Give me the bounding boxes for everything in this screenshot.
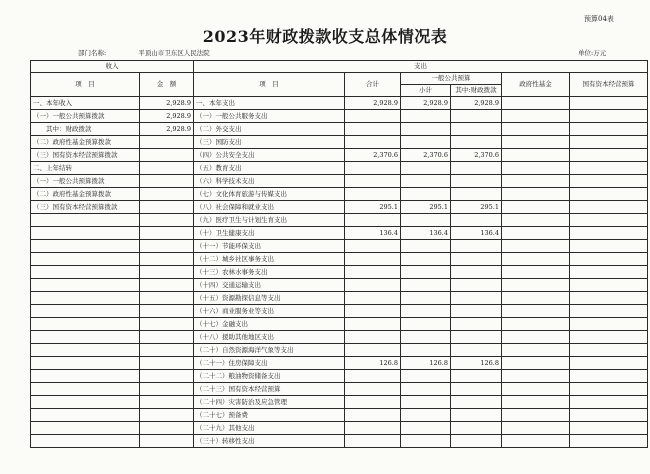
fiscal-appropriation-cell — [451, 331, 502, 344]
income-item-cell — [31, 396, 140, 409]
income-amount-cell — [140, 344, 194, 357]
income-amount-cell — [140, 357, 194, 370]
fiscal-appropriation-cell — [451, 409, 502, 422]
expense-total-cell — [345, 435, 401, 448]
income-item-cell — [31, 422, 140, 435]
table-row — [31, 214, 648, 227]
expense-total-cell — [345, 422, 401, 435]
expense-item-cell: 一、本年支出 — [194, 97, 345, 110]
gov-fund-amount-cell — [502, 110, 570, 123]
state-capital-amount-cell — [570, 97, 648, 110]
fiscal-appropriation-cell — [451, 214, 502, 227]
gov-fund-amount-cell — [502, 188, 570, 201]
income-item-cell: 一、本年收入 — [31, 97, 140, 110]
state-capital-amount-cell — [570, 175, 648, 188]
general-subtotal-cell — [401, 266, 451, 279]
table-row — [31, 266, 648, 279]
table-row — [31, 136, 648, 149]
expense-total-cell: 2,370.6 — [345, 149, 401, 162]
state-capital-amount-cell — [570, 383, 648, 396]
expense-total-cell — [345, 409, 401, 422]
expense-item-cell: （二十三）国有资本经营预算 — [194, 383, 345, 396]
state-capital-amount-cell — [570, 149, 648, 162]
expense-item-cell: （三十）转移性支出 — [194, 435, 345, 448]
gov-fund-amount-cell — [502, 214, 570, 227]
table-row — [31, 253, 648, 266]
income-item-cell: （一）一般公共预算拨款 — [31, 175, 140, 188]
general-subtotal-cell — [401, 344, 451, 357]
income-item-cell — [31, 305, 140, 318]
gov-fund-amount-cell — [502, 435, 570, 448]
income-item-cell — [31, 331, 140, 344]
expense-item-cell: （十一）节能环保支出 — [194, 240, 345, 253]
fiscal-appropriation-cell — [451, 383, 502, 396]
fiscal-appropriation-cell — [451, 422, 502, 435]
income-amount-cell — [140, 305, 194, 318]
expense-total-cell — [345, 331, 401, 344]
state-capital-amount-cell — [570, 123, 648, 136]
table-row — [31, 97, 648, 110]
gov-fund-header: 政府性基金 — [502, 73, 570, 97]
expense-item-cell: （十三）农林水事务支出 — [194, 266, 345, 279]
gov-fund-amount-cell — [502, 279, 570, 292]
general-subtotal-cell — [401, 110, 451, 123]
fiscal-appropriation-cell — [451, 279, 502, 292]
expense-item-cell: （三）国防支出 — [194, 136, 345, 149]
page-title: 2023年财政拨款收支总体情况表 — [202, 27, 448, 46]
expense-item-cell: （二十四）灾害防治及应急管理 — [194, 396, 345, 409]
fiscal-appropriation-cell — [451, 136, 502, 149]
income-item-cell: （三）国有资本经营预算拨款 — [31, 149, 140, 162]
fiscal-appropriation-cell — [451, 253, 502, 266]
fiscal-appropriation-cell — [451, 396, 502, 409]
income-amount-cell — [140, 240, 194, 253]
state-capital-header: 国有资本经营预算 — [570, 73, 648, 97]
table-row — [31, 344, 648, 357]
table-row — [31, 201, 648, 214]
gov-fund-amount-cell — [502, 305, 570, 318]
income-amount-cell — [140, 331, 194, 344]
gov-fund-amount-cell — [502, 357, 570, 370]
table-row — [31, 240, 648, 253]
general-subtotal-cell — [401, 370, 451, 383]
income-amount-cell — [140, 253, 194, 266]
general-subtotal-cell — [401, 240, 451, 253]
fiscal-appropriation-cell — [451, 305, 502, 318]
expense-item-cell: （二十九）其他支出 — [194, 422, 345, 435]
table-row — [31, 175, 648, 188]
department — [78, 48, 210, 57]
expense-total-cell — [345, 214, 401, 227]
state-capital-amount-cell — [570, 396, 648, 409]
state-capital-amount-cell — [570, 435, 648, 448]
gov-fund-amount-cell — [502, 409, 570, 422]
gov-fund-amount-cell — [502, 344, 570, 357]
income-amount-cell — [140, 422, 194, 435]
expense-item-cell: （二十）自然资源海洋气象等支出 — [194, 344, 345, 357]
income-item-cell — [31, 383, 140, 396]
table-row — [31, 149, 648, 162]
income-amount-cell: 2,928.9 — [140, 97, 194, 110]
income-item-header: 项 目 — [31, 73, 140, 97]
fiscal-appropriation-cell: 2,370.6 — [451, 149, 502, 162]
gov-fund-amount-cell — [502, 253, 570, 266]
expense-item-cell: （十）卫生健康支出 — [194, 227, 345, 240]
general-subtotal-cell — [401, 305, 451, 318]
gov-fund-amount-cell — [502, 370, 570, 383]
income-item-cell — [31, 253, 140, 266]
income-amount-cell: 2,928.9 — [140, 110, 194, 123]
table-row — [31, 227, 648, 240]
general-subtotal-cell — [401, 188, 451, 201]
gov-fund-amount-cell — [502, 162, 570, 175]
general-subtotal-cell — [401, 253, 451, 266]
table-body — [31, 97, 648, 448]
income-item-cell — [31, 370, 140, 383]
income-amount-cell — [140, 435, 194, 448]
table-row — [31, 162, 648, 175]
unit-label: 单位:万元 — [578, 49, 607, 57]
department-label: 部门名称: — [78, 49, 107, 57]
expense-item-cell: （十七）金融支出 — [194, 318, 345, 331]
expense-item-cell: （一）一般公共服务支出 — [194, 110, 345, 123]
expense-total-cell: 2,928.9 — [345, 97, 401, 110]
total-header: 合计 — [345, 73, 401, 97]
gov-fund-amount-cell — [502, 149, 570, 162]
general-subtotal-cell: 126.8 — [401, 357, 451, 370]
expense-total-cell — [345, 253, 401, 266]
fiscal-header: 其中:财政拨款 — [451, 85, 502, 97]
fiscal-appropriation-cell — [451, 110, 502, 123]
expense-total-cell — [345, 240, 401, 253]
general-subtotal-cell — [401, 292, 451, 305]
income-item-cell: 其中：财政拨款 — [31, 123, 140, 136]
expense-item-cell: （二十一）住房保障支出 — [194, 357, 345, 370]
table-row — [31, 409, 648, 422]
expense-total-cell — [345, 292, 401, 305]
income-amount-cell — [140, 370, 194, 383]
table-row — [31, 331, 648, 344]
state-capital-amount-cell — [570, 409, 648, 422]
income-amount-cell: 2,928.9 — [140, 123, 194, 136]
state-capital-amount-cell — [570, 279, 648, 292]
income-amount-cell — [140, 214, 194, 227]
expense-item-cell: （十六）商业服务业等支出 — [194, 305, 345, 318]
fiscal-appropriation-cell — [451, 266, 502, 279]
income-amount-cell — [140, 409, 194, 422]
state-capital-amount-cell — [570, 422, 648, 435]
table-row — [31, 110, 648, 123]
expense-total-cell — [345, 318, 401, 331]
expense-item-cell: （四）公共安全支出 — [194, 149, 345, 162]
fiscal-appropriation-cell — [451, 162, 502, 175]
expense-total-cell — [345, 305, 401, 318]
income-item-cell — [31, 435, 140, 448]
expense-total-cell: 136.4 — [345, 227, 401, 240]
state-capital-amount-cell — [570, 162, 648, 175]
expense-total-cell — [345, 266, 401, 279]
income-item-cell — [31, 409, 140, 422]
expense-total-cell — [345, 175, 401, 188]
income-amount-cell — [140, 396, 194, 409]
general-subtotal-cell — [401, 435, 451, 448]
fiscal-appropriation-cell — [451, 292, 502, 305]
fiscal-appropriation-cell — [451, 188, 502, 201]
general-subtotal-cell: 2,928.9 — [401, 97, 451, 110]
general-subtotal-cell: 136.4 — [401, 227, 451, 240]
state-capital-amount-cell — [570, 331, 648, 344]
expense-total-cell — [345, 279, 401, 292]
state-capital-amount-cell — [570, 136, 648, 149]
income-item-cell: （二）政府性基金预算拨款 — [31, 188, 140, 201]
income-item-cell: （三）国有资本经营预算拨款 — [31, 201, 140, 214]
income-amount-cell — [140, 188, 194, 201]
expense-item-cell: （十四）交通运输支出 — [194, 279, 345, 292]
expense-item-cell: （十五）资源勘探信息等支出 — [194, 292, 345, 305]
general-subtotal-cell — [401, 383, 451, 396]
expense-item-cell: （二）外交支出 — [194, 123, 345, 136]
fiscal-appropriation-cell: 136.4 — [451, 227, 502, 240]
gov-fund-amount-cell — [502, 227, 570, 240]
state-capital-amount-cell — [570, 253, 648, 266]
state-capital-amount-cell — [570, 240, 648, 253]
fiscal-appropriation-cell: 126.8 — [451, 357, 502, 370]
state-capital-amount-cell — [570, 370, 648, 383]
income-item-cell: 二、上年结转 — [31, 162, 140, 175]
income-item-cell — [31, 318, 140, 331]
general-subtotal-cell: 295.1 — [401, 201, 451, 214]
expense-item-cell: （十二）城乡社区事务支出 — [194, 253, 345, 266]
state-capital-amount-cell — [570, 357, 648, 370]
table-row — [31, 383, 648, 396]
department-value: 平顶山市卫东区人民法院 — [138, 49, 210, 57]
state-capital-amount-cell — [570, 344, 648, 357]
gov-fund-amount-cell — [502, 292, 570, 305]
general-subtotal-cell — [401, 136, 451, 149]
fiscal-appropriation-cell: 295.1 — [451, 201, 502, 214]
table-row — [31, 279, 648, 292]
state-capital-amount-cell — [570, 305, 648, 318]
general-subtotal-cell — [401, 409, 451, 422]
income-item-cell — [31, 279, 140, 292]
gov-fund-amount-cell — [502, 318, 570, 331]
income-item-cell — [31, 292, 140, 305]
income-item-cell — [31, 214, 140, 227]
expense-total-cell — [345, 162, 401, 175]
expense-total-cell — [345, 344, 401, 357]
income-amount-cell — [140, 175, 194, 188]
fiscal-appropriation-cell — [451, 344, 502, 357]
expense-total-cell — [345, 396, 401, 409]
income-amount-cell — [140, 292, 194, 305]
state-capital-amount-cell — [570, 227, 648, 240]
gov-fund-amount-cell — [502, 97, 570, 110]
general-subtotal-cell — [401, 318, 451, 331]
general-subtotal-cell — [401, 123, 451, 136]
state-capital-amount-cell — [570, 318, 648, 331]
income-item-cell: （二）政府性基金预算拨款 — [31, 136, 140, 149]
fiscal-appropriation-cell — [451, 123, 502, 136]
expense-total-cell — [345, 110, 401, 123]
expense-total-cell — [345, 188, 401, 201]
expense-total-cell — [345, 123, 401, 136]
gov-fund-amount-cell — [502, 240, 570, 253]
expense-item-cell: （七）文化体育旅游与传媒支出 — [194, 188, 345, 201]
table-row — [31, 305, 648, 318]
state-capital-amount-cell — [570, 266, 648, 279]
form-code: 预算04表 — [584, 15, 614, 23]
general-subtotal-cell — [401, 396, 451, 409]
subtotal-header: 小计 — [401, 85, 451, 97]
table-row — [31, 435, 648, 448]
expense-item-cell: （二十二）粮油物资储备支出 — [194, 370, 345, 383]
fiscal-appropriation-cell — [451, 175, 502, 188]
fiscal-appropriation-cell: 2,928.9 — [451, 97, 502, 110]
state-capital-amount-cell — [570, 110, 648, 123]
expense-total-cell: 295.1 — [345, 201, 401, 214]
income-item-cell: （一）一般公共预算拨款 — [31, 110, 140, 123]
income-amount-cell — [140, 266, 194, 279]
income-item-cell — [31, 344, 140, 357]
fiscal-appropriation-cell — [451, 240, 502, 253]
income-amount-cell — [140, 227, 194, 240]
income-amount-cell — [140, 136, 194, 149]
income-amount-cell — [140, 149, 194, 162]
gov-fund-amount-cell — [502, 123, 570, 136]
table-row — [31, 396, 648, 409]
general-subtotal-cell — [401, 214, 451, 227]
state-capital-amount-cell — [570, 201, 648, 214]
gov-fund-amount-cell — [502, 201, 570, 214]
expense-item-cell: （八）社会保障和就业支出 — [194, 201, 345, 214]
income-amount-cell — [140, 279, 194, 292]
state-capital-amount-cell — [570, 214, 648, 227]
budget-table — [30, 60, 648, 448]
gov-fund-amount-cell — [502, 175, 570, 188]
income-item-cell — [31, 227, 140, 240]
income-amount-cell — [140, 318, 194, 331]
income-amount-cell — [140, 162, 194, 175]
gov-fund-amount-cell — [502, 396, 570, 409]
table-row — [31, 188, 648, 201]
table-row — [31, 370, 648, 383]
income-header: 收入 — [31, 61, 194, 73]
fiscal-appropriation-cell — [451, 370, 502, 383]
expense-total-cell — [345, 370, 401, 383]
general-budget-header: 一般公共预算 — [401, 73, 502, 85]
table-row — [31, 123, 648, 136]
income-amount-cell — [140, 201, 194, 214]
table-row — [31, 292, 648, 305]
expense-total-cell — [345, 383, 401, 396]
fiscal-appropriation-cell — [451, 435, 502, 448]
general-subtotal-cell — [401, 175, 451, 188]
state-capital-amount-cell — [570, 188, 648, 201]
income-item-cell — [31, 357, 140, 370]
expense-item-cell: （六）科学技术支出 — [194, 175, 345, 188]
income-amount-header: 金 额 — [140, 73, 194, 97]
general-subtotal-cell — [401, 279, 451, 292]
expense-item-cell: （二十七）预备费 — [194, 409, 345, 422]
income-item-cell — [31, 240, 140, 253]
table-row — [31, 357, 648, 370]
gov-fund-amount-cell — [502, 383, 570, 396]
table-row — [31, 318, 648, 331]
expense-item-cell: （五）教育支出 — [194, 162, 345, 175]
gov-fund-amount-cell — [502, 136, 570, 149]
general-subtotal-cell — [401, 331, 451, 344]
state-capital-amount-cell — [570, 292, 648, 305]
gov-fund-amount-cell — [502, 422, 570, 435]
income-item-cell — [31, 266, 140, 279]
general-subtotal-cell: 2,370.6 — [401, 149, 451, 162]
fiscal-appropriation-cell — [451, 318, 502, 331]
gov-fund-amount-cell — [502, 266, 570, 279]
general-subtotal-cell — [401, 162, 451, 175]
gov-fund-amount-cell — [502, 331, 570, 344]
expense-item-cell: （十八）援助其他地区支出 — [194, 331, 345, 344]
income-amount-cell — [140, 383, 194, 396]
expense-total-cell: 126.8 — [345, 357, 401, 370]
general-subtotal-cell — [401, 422, 451, 435]
expense-total-cell — [345, 136, 401, 149]
expense-item-cell: （九）医疗卫生与计划生育支出 — [194, 214, 345, 227]
expense-header: 支出 — [194, 61, 648, 73]
table-row — [31, 422, 648, 435]
expense-item-header: 项 目 — [194, 73, 345, 97]
